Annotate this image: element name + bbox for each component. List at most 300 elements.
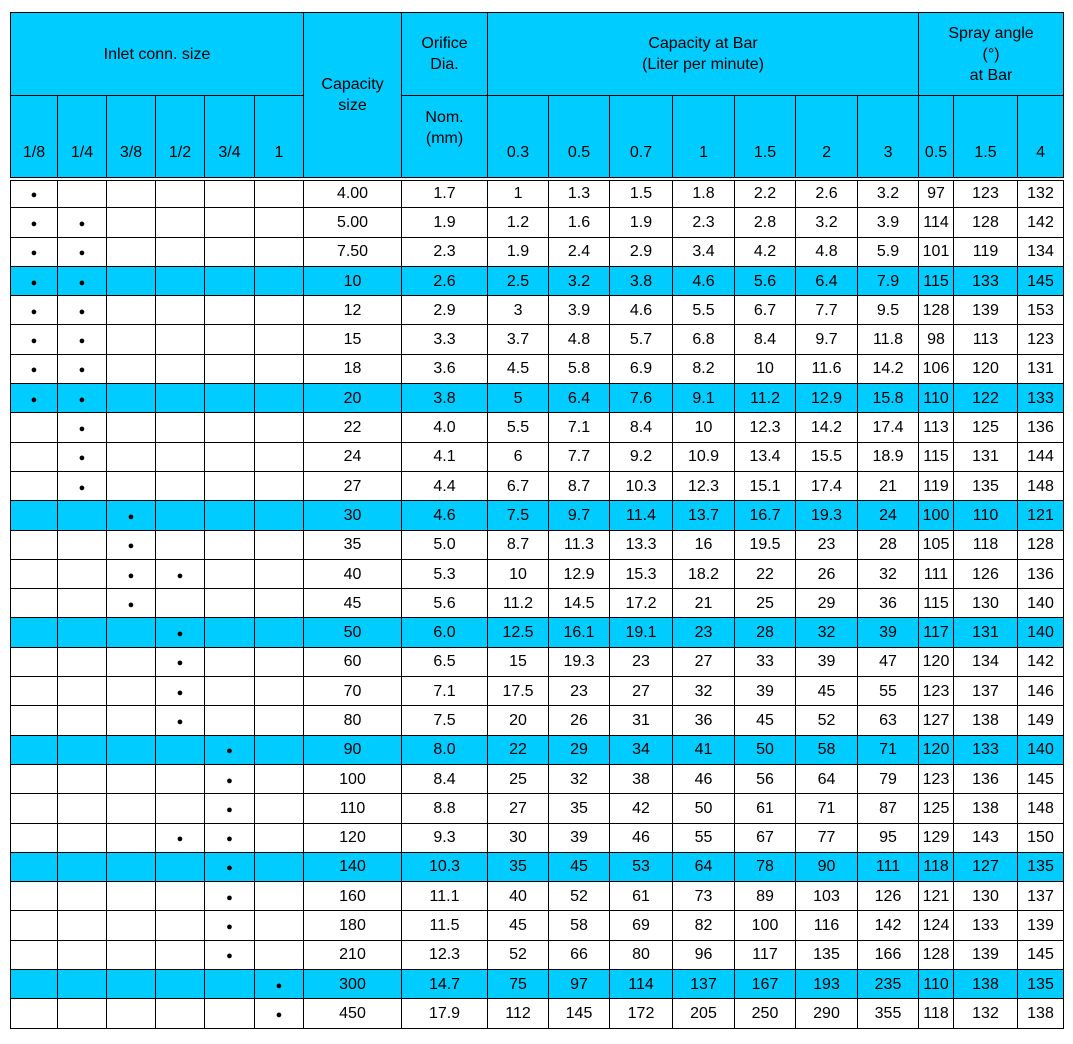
capacity-value-cell: 7.7 (549, 442, 610, 471)
nozzle-spec-table (10, 12, 1064, 1029)
capacity-value-cell: 50 (735, 735, 796, 764)
spray-angle-cell: 123 (1018, 325, 1064, 354)
dot-marker: ● (226, 803, 233, 816)
table-row (11, 325, 1064, 354)
capacity-value-cell: 47 (858, 647, 919, 676)
inlet-cell (255, 647, 304, 676)
inlet-cell (156, 823, 205, 852)
header-nom-mm-line: Nom. (425, 109, 464, 126)
capacity-value-cell: 3.4 (673, 237, 735, 266)
spray-angle-cell: 127 (954, 852, 1018, 881)
inlet-cell (255, 764, 304, 793)
capacity-value-cell: 23 (673, 618, 735, 647)
spray-angle-cell: 101 (919, 237, 954, 266)
capacity-value-cell: 114 (610, 970, 673, 999)
capacity-value-cell: 2.2 (735, 179, 796, 208)
capacity-value-cell: 235 (858, 970, 919, 999)
capacity-value-cell: 32 (858, 559, 919, 588)
capacity-size-cell: 140 (304, 852, 402, 881)
capacity-value-cell: 19.3 (796, 501, 858, 530)
capacity-value-cell: 15.8 (858, 384, 919, 413)
capacity-value-cell: 6.4 (796, 266, 858, 295)
spray-angle-cell: 125 (954, 413, 1018, 442)
spray-angle-cell: 120 (954, 354, 1018, 383)
capacity-value-cell: 7.1 (549, 413, 610, 442)
capacity-value-cell: 64 (796, 764, 858, 793)
spray-angle-cell: 131 (954, 618, 1018, 647)
capacity-value-cell: 46 (610, 823, 673, 852)
capacity-size-cell: 27 (304, 471, 402, 500)
capacity-value-cell: 17.5 (488, 677, 549, 706)
capacity-value-cell: 1.3 (549, 179, 610, 208)
inlet-cell (11, 237, 58, 266)
header-capacity-at-bar (488, 13, 919, 96)
capacity-value-cell: 12.9 (796, 384, 858, 413)
capacity-value-cell: 39 (796, 647, 858, 676)
capacity-value-cell: 172 (610, 999, 673, 1028)
inlet-cell (255, 970, 304, 999)
inlet-cell (107, 471, 156, 500)
capacity-value-cell: 205 (673, 999, 735, 1028)
table-row (11, 970, 1064, 999)
orifice-cell: 4.1 (402, 442, 488, 471)
capacity-value-cell: 10 (488, 559, 549, 588)
table-row (11, 677, 1064, 706)
capacity-value-cell: 6.7 (488, 471, 549, 500)
header-spray-angle-line: Spray angle (948, 24, 1034, 42)
capacity-value-cell: 3.2 (858, 179, 919, 208)
capacity-value-cell: 41 (673, 735, 735, 764)
spray-angle-cell: 134 (1018, 237, 1064, 266)
header-orifice-dia-line: Orifice (421, 35, 468, 52)
capacity-value-cell: 61 (610, 882, 673, 911)
spray-angle-cell: 111 (919, 559, 954, 588)
capacity-value-cell: 38 (610, 764, 673, 793)
header-capacity-at-bar-line: (Liter per minute) (642, 56, 764, 73)
capacity-value-cell: 19.1 (610, 618, 673, 647)
capacity-value-cell: 135 (796, 940, 858, 969)
spray-angle-cell: 140 (1018, 589, 1064, 618)
table-row (11, 618, 1064, 647)
orifice-cell: 8.8 (402, 794, 488, 823)
spray-angle-cell: 130 (954, 589, 1018, 618)
orifice-cell: 12.3 (402, 940, 488, 969)
table-row (11, 530, 1064, 559)
dot-marker: ● (78, 276, 86, 289)
spray-angle-cell: 135 (954, 471, 1018, 500)
spray-angle-cell: 97 (919, 179, 954, 208)
inlet-cell (255, 618, 304, 647)
capacity-value-cell: 8.4 (735, 325, 796, 354)
inlet-cell (107, 677, 156, 706)
inlet-cell (205, 384, 255, 413)
table-row (11, 911, 1064, 940)
table-row (11, 706, 1064, 735)
inlet-cell (58, 325, 107, 354)
spray-angle-cell: 137 (954, 677, 1018, 706)
capacity-value-cell: 27 (610, 677, 673, 706)
dot-marker: ● (226, 891, 233, 904)
capacity-value-cell: 45 (796, 677, 858, 706)
inlet-cell (156, 384, 205, 413)
capacity-value-cell: 12.5 (488, 618, 549, 647)
inlet-cell (205, 618, 255, 647)
capacity-value-cell: 103 (796, 882, 858, 911)
inlet-cell (156, 970, 205, 999)
inlet-cell (205, 589, 255, 618)
dot-marker: ● (30, 305, 38, 318)
inlet-cell (58, 266, 107, 295)
spray-angle-cell: 131 (954, 442, 1018, 471)
capacity-value-cell: 11.6 (796, 354, 858, 383)
capacity-size-cell: 50 (304, 618, 402, 647)
orifice-cell: 1.7 (402, 179, 488, 208)
inlet-cell (205, 764, 255, 793)
inlet-cell (58, 471, 107, 500)
capacity-value-cell: 25 (735, 589, 796, 618)
spray-angle-cell: 138 (1018, 999, 1064, 1028)
inlet-cell (58, 852, 107, 881)
capacity-value-cell: 17.2 (610, 589, 673, 618)
capacity-size-cell: 4.00 (304, 179, 402, 208)
capacity-value-cell: 290 (796, 999, 858, 1028)
inlet-cell (107, 589, 156, 618)
capacity-size-cell: 5.00 (304, 208, 402, 237)
spray-angle-cell: 110 (919, 384, 954, 413)
inlet-cell (58, 501, 107, 530)
capacity-value-cell: 34 (610, 735, 673, 764)
inlet-cell (255, 325, 304, 354)
spray-angle-cell: 145 (1018, 940, 1064, 969)
orifice-cell: 8.0 (402, 735, 488, 764)
inlet-cell (58, 530, 107, 559)
inlet-cell (205, 354, 255, 383)
capacity-value-cell: 14.2 (796, 413, 858, 442)
capacity-value-cell: 71 (858, 735, 919, 764)
dot-marker: ● (78, 393, 86, 406)
dot-marker: ● (30, 364, 38, 377)
dot-marker: ● (176, 833, 184, 846)
inlet-cell (107, 794, 156, 823)
spray-angle-cell: 106 (919, 354, 954, 383)
capacity-value-cell: 89 (735, 882, 796, 911)
orifice-cell: 7.5 (402, 706, 488, 735)
capacity-value-cell: 9.2 (610, 442, 673, 471)
capacity-value-cell: 8.4 (610, 413, 673, 442)
header-capacity-size-line: size (338, 96, 367, 114)
capacity-value-cell: 11.2 (488, 589, 549, 618)
dot-marker: ● (176, 628, 184, 641)
capacity-value-cell: 33 (735, 647, 796, 676)
capacity-value-cell: 78 (735, 852, 796, 881)
capacity-value-cell: 71 (796, 794, 858, 823)
inlet-cell (255, 911, 304, 940)
spray-angle-cell: 126 (954, 559, 1018, 588)
inlet-cell (11, 266, 58, 295)
capacity-size-cell: 15 (304, 325, 402, 354)
inlet-cell (205, 794, 255, 823)
capacity-size-cell: 40 (304, 559, 402, 588)
orifice-cell: 2.9 (402, 296, 488, 325)
table-body (11, 179, 1064, 1029)
spray-angle-cell: 113 (919, 413, 954, 442)
capacity-value-cell: 77 (796, 823, 858, 852)
orifice-cell: 2.3 (402, 237, 488, 266)
capacity-value-cell: 97 (549, 970, 610, 999)
capacity-size-cell: 110 (304, 794, 402, 823)
capacity-value-cell: 22 (488, 735, 549, 764)
capacity-value-cell: 28 (735, 618, 796, 647)
inlet-cell (58, 764, 107, 793)
spray-angle-cell: 123 (954, 179, 1018, 208)
inlet-cell (205, 677, 255, 706)
inlet-cell (255, 208, 304, 237)
inlet-cell (107, 237, 156, 266)
capacity-value-cell: 1.2 (488, 208, 549, 237)
capacity-value-cell: 5.5 (488, 413, 549, 442)
header-inlet-size: 3/8 (107, 96, 156, 179)
table-row (11, 647, 1064, 676)
inlet-cell (156, 852, 205, 881)
inlet-cell (107, 296, 156, 325)
inlet-cell (156, 179, 205, 208)
inlet-cell (107, 413, 156, 442)
inlet-cell (205, 882, 255, 911)
capacity-value-cell: 193 (796, 970, 858, 999)
header-inlet-size: 1 (255, 96, 304, 179)
capacity-value-cell: 18.2 (673, 559, 735, 588)
inlet-cell (58, 296, 107, 325)
spray-angle-cell: 134 (954, 647, 1018, 676)
spray-angle-cell: 100 (919, 501, 954, 530)
header-capacity-pressure: 1.5 (735, 96, 796, 179)
table-row (11, 354, 1064, 383)
orifice-cell: 4.6 (402, 501, 488, 530)
inlet-cell (11, 471, 58, 500)
capacity-value-cell: 3.9 (549, 296, 610, 325)
spray-angle-cell: 139 (954, 940, 1018, 969)
capacity-size-cell: 90 (304, 735, 402, 764)
inlet-cell (107, 354, 156, 383)
capacity-value-cell: 75 (488, 970, 549, 999)
header-capacity-at-bar-line: Capacity at Bar (648, 35, 758, 52)
table-row (11, 823, 1064, 852)
orifice-cell: 4.0 (402, 413, 488, 442)
capacity-value-cell: 31 (610, 706, 673, 735)
inlet-cell (156, 501, 205, 530)
spray-angle-cell: 110 (919, 970, 954, 999)
capacity-value-cell: 5.6 (735, 266, 796, 295)
header-inlet-conn-size: Inlet conn. size (11, 13, 304, 96)
capacity-value-cell: 7.9 (858, 266, 919, 295)
capacity-value-cell: 6.8 (673, 325, 735, 354)
header-capacity-size-line: Capacity (321, 75, 384, 93)
dot-marker: ● (176, 657, 184, 670)
inlet-cell (255, 471, 304, 500)
capacity-size-cell: 70 (304, 677, 402, 706)
spray-angle-cell: 127 (919, 706, 954, 735)
header-capacity-pressure: 0.7 (610, 96, 673, 179)
capacity-value-cell: 32 (796, 618, 858, 647)
inlet-cell (11, 882, 58, 911)
spray-angle-cell: 132 (954, 999, 1018, 1028)
inlet-cell (255, 706, 304, 735)
capacity-value-cell: 15 (488, 647, 549, 676)
inlet-cell (205, 970, 255, 999)
capacity-value-cell: 23 (610, 647, 673, 676)
inlet-cell (58, 208, 107, 237)
spray-angle-cell: 118 (954, 530, 1018, 559)
capacity-value-cell: 4.8 (796, 237, 858, 266)
capacity-value-cell: 116 (796, 911, 858, 940)
capacity-value-cell: 7.6 (610, 384, 673, 413)
capacity-value-cell: 2.6 (796, 179, 858, 208)
inlet-cell (58, 823, 107, 852)
capacity-value-cell: 82 (673, 911, 735, 940)
capacity-size-cell: 210 (304, 940, 402, 969)
capacity-value-cell: 87 (858, 794, 919, 823)
dot-marker: ● (78, 305, 86, 318)
capacity-size-cell: 18 (304, 354, 402, 383)
spray-angle-cell: 140 (1018, 735, 1064, 764)
capacity-value-cell: 18.9 (858, 442, 919, 471)
capacity-value-cell: 39 (858, 618, 919, 647)
spray-angle-cell: 115 (919, 266, 954, 295)
inlet-cell (58, 237, 107, 266)
capacity-value-cell: 35 (549, 794, 610, 823)
capacity-value-cell: 15.1 (735, 471, 796, 500)
capacity-value-cell: 3.2 (796, 208, 858, 237)
spray-angle-cell: 115 (919, 442, 954, 471)
inlet-cell (58, 911, 107, 940)
orifice-cell: 17.9 (402, 999, 488, 1028)
capacity-value-cell: 36 (858, 589, 919, 618)
inlet-cell (205, 999, 255, 1028)
spray-angle-cell: 142 (1018, 208, 1064, 237)
spray-angle-cell: 148 (1018, 794, 1064, 823)
inlet-cell (205, 940, 255, 969)
spray-angle-cell: 110 (954, 501, 1018, 530)
capacity-value-cell: 66 (549, 940, 610, 969)
inlet-cell (107, 852, 156, 881)
orifice-cell: 5.3 (402, 559, 488, 588)
inlet-cell (107, 501, 156, 530)
table-row (11, 208, 1064, 237)
capacity-value-cell: 2.4 (549, 237, 610, 266)
header-capacity-pressure: 0.5 (549, 96, 610, 179)
capacity-value-cell: 1.9 (488, 237, 549, 266)
inlet-cell (107, 384, 156, 413)
dot-marker: ● (127, 510, 135, 523)
inlet-cell (11, 442, 58, 471)
inlet-cell (205, 325, 255, 354)
inlet-cell (255, 237, 304, 266)
dot-marker: ● (30, 217, 38, 230)
capacity-value-cell: 40 (488, 882, 549, 911)
capacity-size-cell: 450 (304, 999, 402, 1028)
capacity-value-cell: 55 (673, 823, 735, 852)
spray-angle-cell: 119 (954, 237, 1018, 266)
inlet-cell (58, 442, 107, 471)
capacity-value-cell: 63 (858, 706, 919, 735)
capacity-size-cell: 45 (304, 589, 402, 618)
inlet-cell (11, 999, 58, 1028)
capacity-value-cell: 3.9 (858, 208, 919, 237)
spray-angle-cell: 148 (1018, 471, 1064, 500)
header-spray-angle-line: (°) (982, 45, 1000, 63)
inlet-cell (11, 589, 58, 618)
inlet-cell (58, 413, 107, 442)
inlet-cell (156, 911, 205, 940)
capacity-size-cell: 60 (304, 647, 402, 676)
inlet-cell (107, 618, 156, 647)
inlet-cell (255, 413, 304, 442)
capacity-size-cell: 30 (304, 501, 402, 530)
inlet-cell (205, 266, 255, 295)
capacity-value-cell: 1.6 (549, 208, 610, 237)
spray-angle-cell: 140 (1018, 618, 1064, 647)
spray-angle-cell: 114 (919, 208, 954, 237)
dot-marker: ● (226, 921, 233, 934)
table-header (11, 13, 1064, 179)
inlet-cell (255, 940, 304, 969)
capacity-value-cell: 250 (735, 999, 796, 1028)
inlet-cell (255, 559, 304, 588)
capacity-value-cell: 29 (549, 735, 610, 764)
capacity-value-cell: 11.2 (735, 384, 796, 413)
spray-angle-cell: 135 (1018, 852, 1064, 881)
inlet-cell (11, 940, 58, 969)
spray-angle-cell: 128 (919, 940, 954, 969)
capacity-value-cell: 9.7 (796, 325, 858, 354)
spray-angle-cell: 113 (954, 325, 1018, 354)
capacity-value-cell: 50 (673, 794, 735, 823)
header-row-groups (11, 13, 1064, 96)
inlet-cell (11, 325, 58, 354)
inlet-cell (156, 940, 205, 969)
inlet-cell (58, 354, 107, 383)
capacity-value-cell: 69 (610, 911, 673, 940)
inlet-cell (205, 179, 255, 208)
spray-angle-cell: 128 (919, 296, 954, 325)
spray-angle-cell: 123 (919, 677, 954, 706)
spray-angle-cell: 133 (954, 266, 1018, 295)
inlet-cell (58, 882, 107, 911)
orifice-cell: 8.4 (402, 764, 488, 793)
capacity-value-cell: 61 (735, 794, 796, 823)
inlet-cell (107, 325, 156, 354)
capacity-value-cell: 45 (549, 852, 610, 881)
dot-marker: ● (30, 247, 38, 260)
table-row (11, 442, 1064, 471)
orifice-cell: 11.5 (402, 911, 488, 940)
capacity-value-cell: 167 (735, 970, 796, 999)
inlet-cell (58, 647, 107, 676)
table-row (11, 296, 1064, 325)
inlet-cell (58, 384, 107, 413)
spray-angle-cell: 123 (919, 764, 954, 793)
capacity-value-cell: 24 (858, 501, 919, 530)
inlet-cell (156, 471, 205, 500)
capacity-value-cell: 21 (858, 471, 919, 500)
capacity-value-cell: 1.5 (610, 179, 673, 208)
capacity-value-cell: 46 (673, 764, 735, 793)
inlet-cell (107, 559, 156, 588)
capacity-value-cell: 11.4 (610, 501, 673, 530)
capacity-value-cell: 17.4 (858, 413, 919, 442)
capacity-value-cell: 5.7 (610, 325, 673, 354)
inlet-cell (107, 442, 156, 471)
